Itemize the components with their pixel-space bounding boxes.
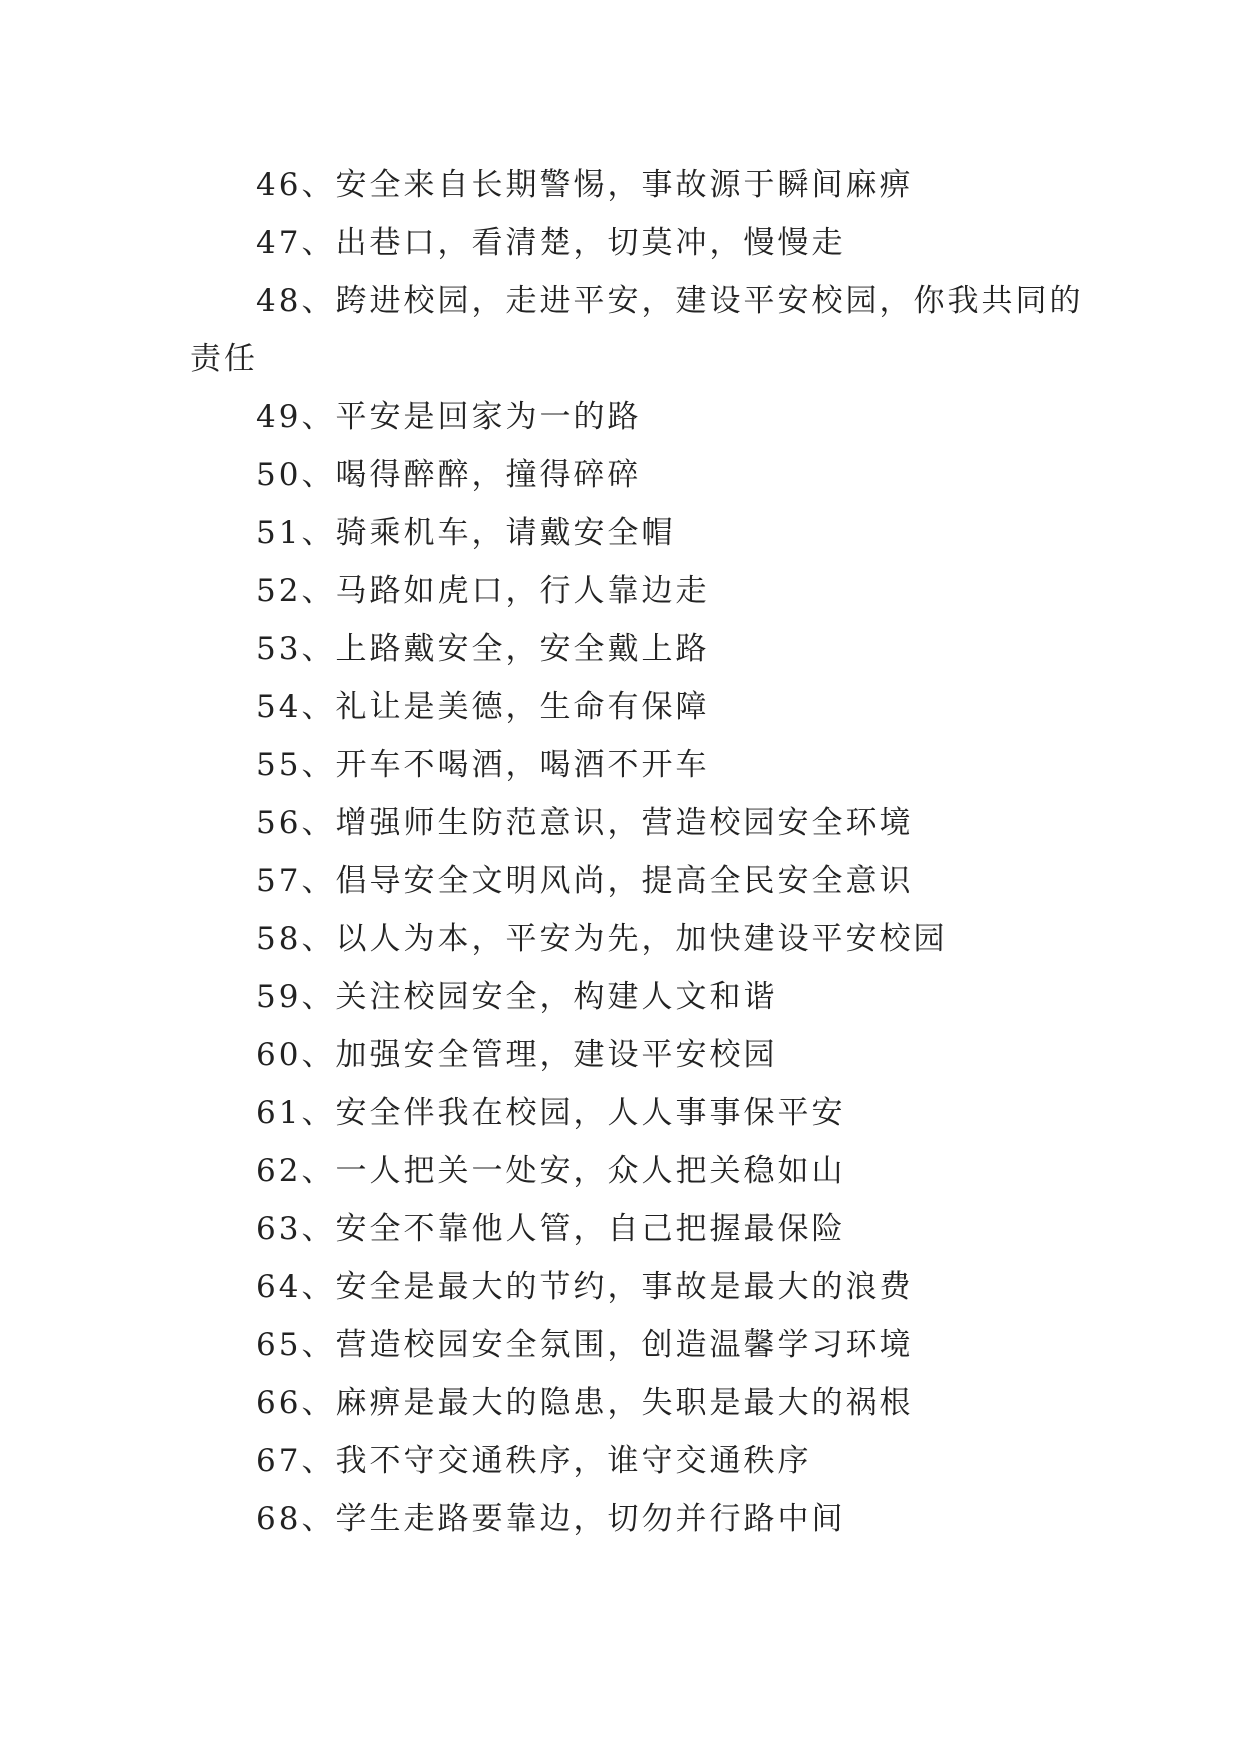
- list-item: 63、安全不靠他人管，自己把握最保险: [256, 1211, 846, 1247]
- list-item: 46、安全来自长期警惕，事故源于瞬间麻痹: [256, 167, 914, 203]
- list-item: 48、跨进校园，走进平安，建设平安校园，你我共同的: [256, 283, 1084, 319]
- slogan-list: [190, 156, 1084, 1548]
- list-item: 59、关注校园安全，构建人文和谐: [256, 979, 778, 1015]
- list-item-continuation: 责任: [190, 341, 258, 377]
- list-item: 50、喝得醉醉，撞得碎碎: [256, 457, 642, 493]
- list-item: 54、礼让是美德，生命有保障: [256, 689, 710, 725]
- list-item: 56、增强师生防范意识，营造校园安全环境: [256, 805, 914, 841]
- list-item: 68、学生走路要靠边，切勿并行路中间: [256, 1501, 846, 1537]
- list-item: 52、马路如虎口，行人靠边走: [256, 573, 710, 609]
- list-item: 53、上路戴安全，安全戴上路: [256, 631, 710, 667]
- list-item: 62、一人把关一处安，众人把关稳如山: [256, 1153, 846, 1189]
- list-item: 60、加强安全管理，建设平安校园: [256, 1037, 778, 1073]
- list-item: 65、营造校园安全氛围，创造温馨学习环境: [256, 1327, 914, 1363]
- list-item: 49、平安是回家为一的路: [256, 399, 642, 435]
- list-item: 51、骑乘机车，请戴安全帽: [256, 515, 676, 551]
- list-item: 66、麻痹是最大的隐患，失职是最大的祸根: [256, 1385, 914, 1421]
- list-item: 61、安全伴我在校园，人人事事保平安: [256, 1095, 846, 1131]
- list-item: 58、以人为本，平安为先，加快建设平安校园: [256, 921, 948, 957]
- list-item: 67、我不守交通秩序，谁守交通秩序: [256, 1443, 812, 1479]
- list-item: 64、安全是最大的节约，事故是最大的浪费: [256, 1269, 914, 1305]
- list-item: 47、出巷口，看清楚，切莫冲，慢慢走: [256, 225, 846, 261]
- list-item: 57、倡导安全文明风尚，提高全民安全意识: [256, 863, 914, 899]
- list-item: 55、开车不喝酒，喝酒不开车: [256, 747, 710, 783]
